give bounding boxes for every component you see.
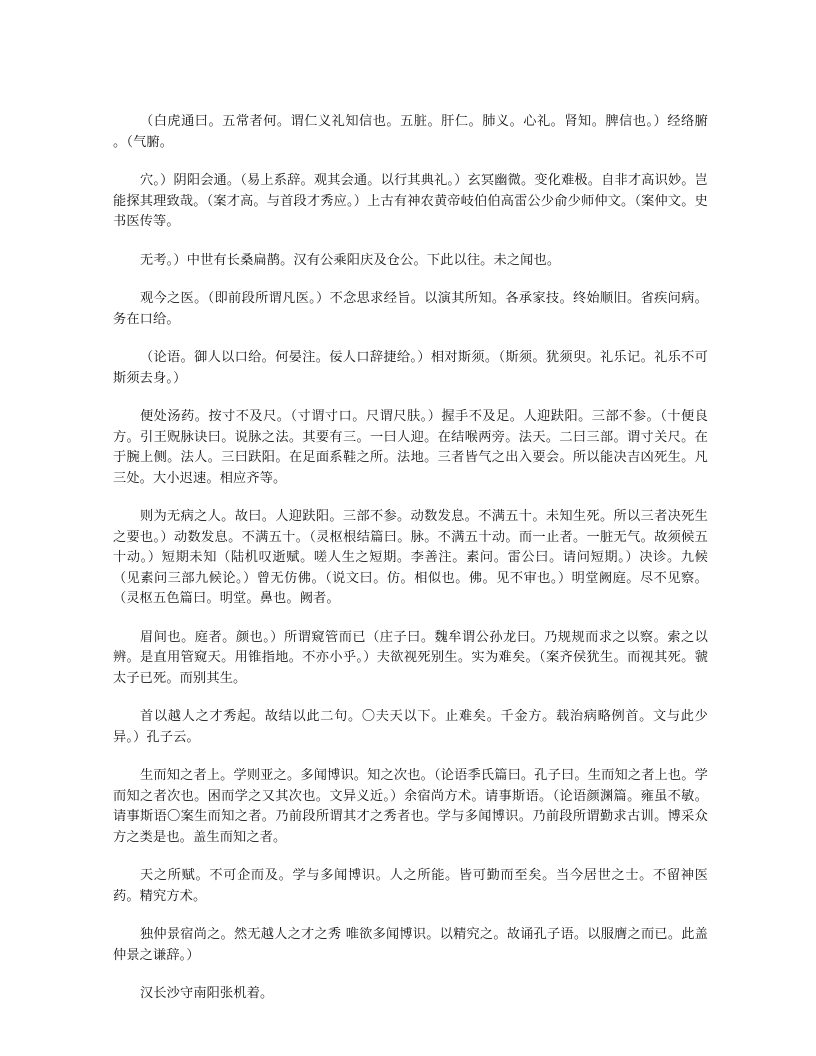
paragraph-6: 便处汤药。按寸不及尺。（寸谓寸口。尺谓尺肤。）握手不及足。人迎趺阳。三部不参。（十便良方。引王贶脉诀曰。说脉之法。其要有三。一曰人迎。在结喉两旁。法天。二曰三部。谓寸关尺。在于腕上侧。法人。三曰趺阳。在足面系鞋之所。法地。三者皆气之出入要会。所以能决吉凶死生。凡三处。大小迟速。相应齐等。 xyxy=(113,409,708,486)
paragraph-1: （白虎通曰。五常者何。谓仁义礼知信也。五脏。肝仁。肺义。心礼。肾知。脾信也。）经络腑 。（气腑。 xyxy=(113,114,708,150)
paragraph-11: 天之所赋。不可企而及。学与多闻博识。人之所能。皆可勤而至矣。当今居世之士。不留神医药。精究方术。 xyxy=(113,868,708,904)
paragraph-4: 观今之医。（即前段所谓凡医。）不念思求经旨。以演其所知。各承家技。终始顺旧。省疾问病。务在口给。 xyxy=(113,291,708,327)
paragraph-3: 无考。）中世有长桑扁鹊。汉有公乘阳庆及仓公。下此以往。未之闻也。 xyxy=(140,252,561,268)
paragraph-8: 眉间也。庭者。颜也。）所谓窥管而已（庄子曰。魏牟谓公孙龙曰。乃规规而求之以察。索之以辨。是直用管窥天。用锥指地。不亦小乎。）夫欲视死别生。实为难矣。（案齐侯犹生。而视其死。虢太子已死。而别其生。 xyxy=(113,629,708,686)
paragraph-13: 汉长沙守南阳张机着。 xyxy=(140,986,274,1001)
paragraph-12: 独仲景宿尚之。然无越人之才之秀 唯欲多闻博识。以精究之。故诵孔子语。以服膺之而已。此盖仲景之谦辞。） xyxy=(113,927,708,963)
paragraph-5: （论语。御人以口给。何晏注。佞人口辞捷给。）相对斯须。（斯须。犹须臾。礼乐记。礼乐不可斯须去身。） xyxy=(113,350,708,386)
paragraph-10: 生而知之者上。学则亚之。多闻博识。知之次也。（论语季氏篇曰。孔子曰。生而知之者上也。学而知之者次也。困而学之又其次也。文异义近。）余宿尚方术。请事斯语。（论语颜渊篇。雍虽不敏。请事斯语〇案生而知之者。乃前段所谓其才之秀者也。学与多闻博识。乃前段所谓勤求古训。博采众方之类是也。盖生而知之者。 xyxy=(113,768,708,845)
paragraph-2: 穴。）阴阳会通。（易上系辞。观其会通。以行其典礼。）玄冥幽微。变化难极。自非才高识妙。岂能探其理致哉。（案才高。与首段才秀应。）上古有神农黄帝岐伯伯高雷公少俞少师仲文。（案仲文。史书医传等。 xyxy=(113,173,708,229)
paragraph-7: 则为无病之人。故曰。人迎趺阳。三部不参。动数发息。不满五十。未知生死。所以三者决死生之要也。）动数发息。不满五十。（灵枢根结篇曰。脉。不满五十动。而一止者。一脏无气。故须候五十动。）短期未知（陆机叹逝赋。嗟人生之短期。李善注。素问。雷公曰。请问短期。）决诊。九候（见素问三部九候论。）曾无仿佛。（说文曰。仿。相似也。佛。见不审也。）明堂阙庭。尽不见察。（灵枢五色篇曰。明堂。鼻也。阙者。 xyxy=(113,509,708,606)
paragraph-9: 首以越人之才秀起。故结以此二句。〇夫天以下。止难矣。千金方。载治病略例首。文与此少异。）孔子云。 xyxy=(113,709,708,745)
